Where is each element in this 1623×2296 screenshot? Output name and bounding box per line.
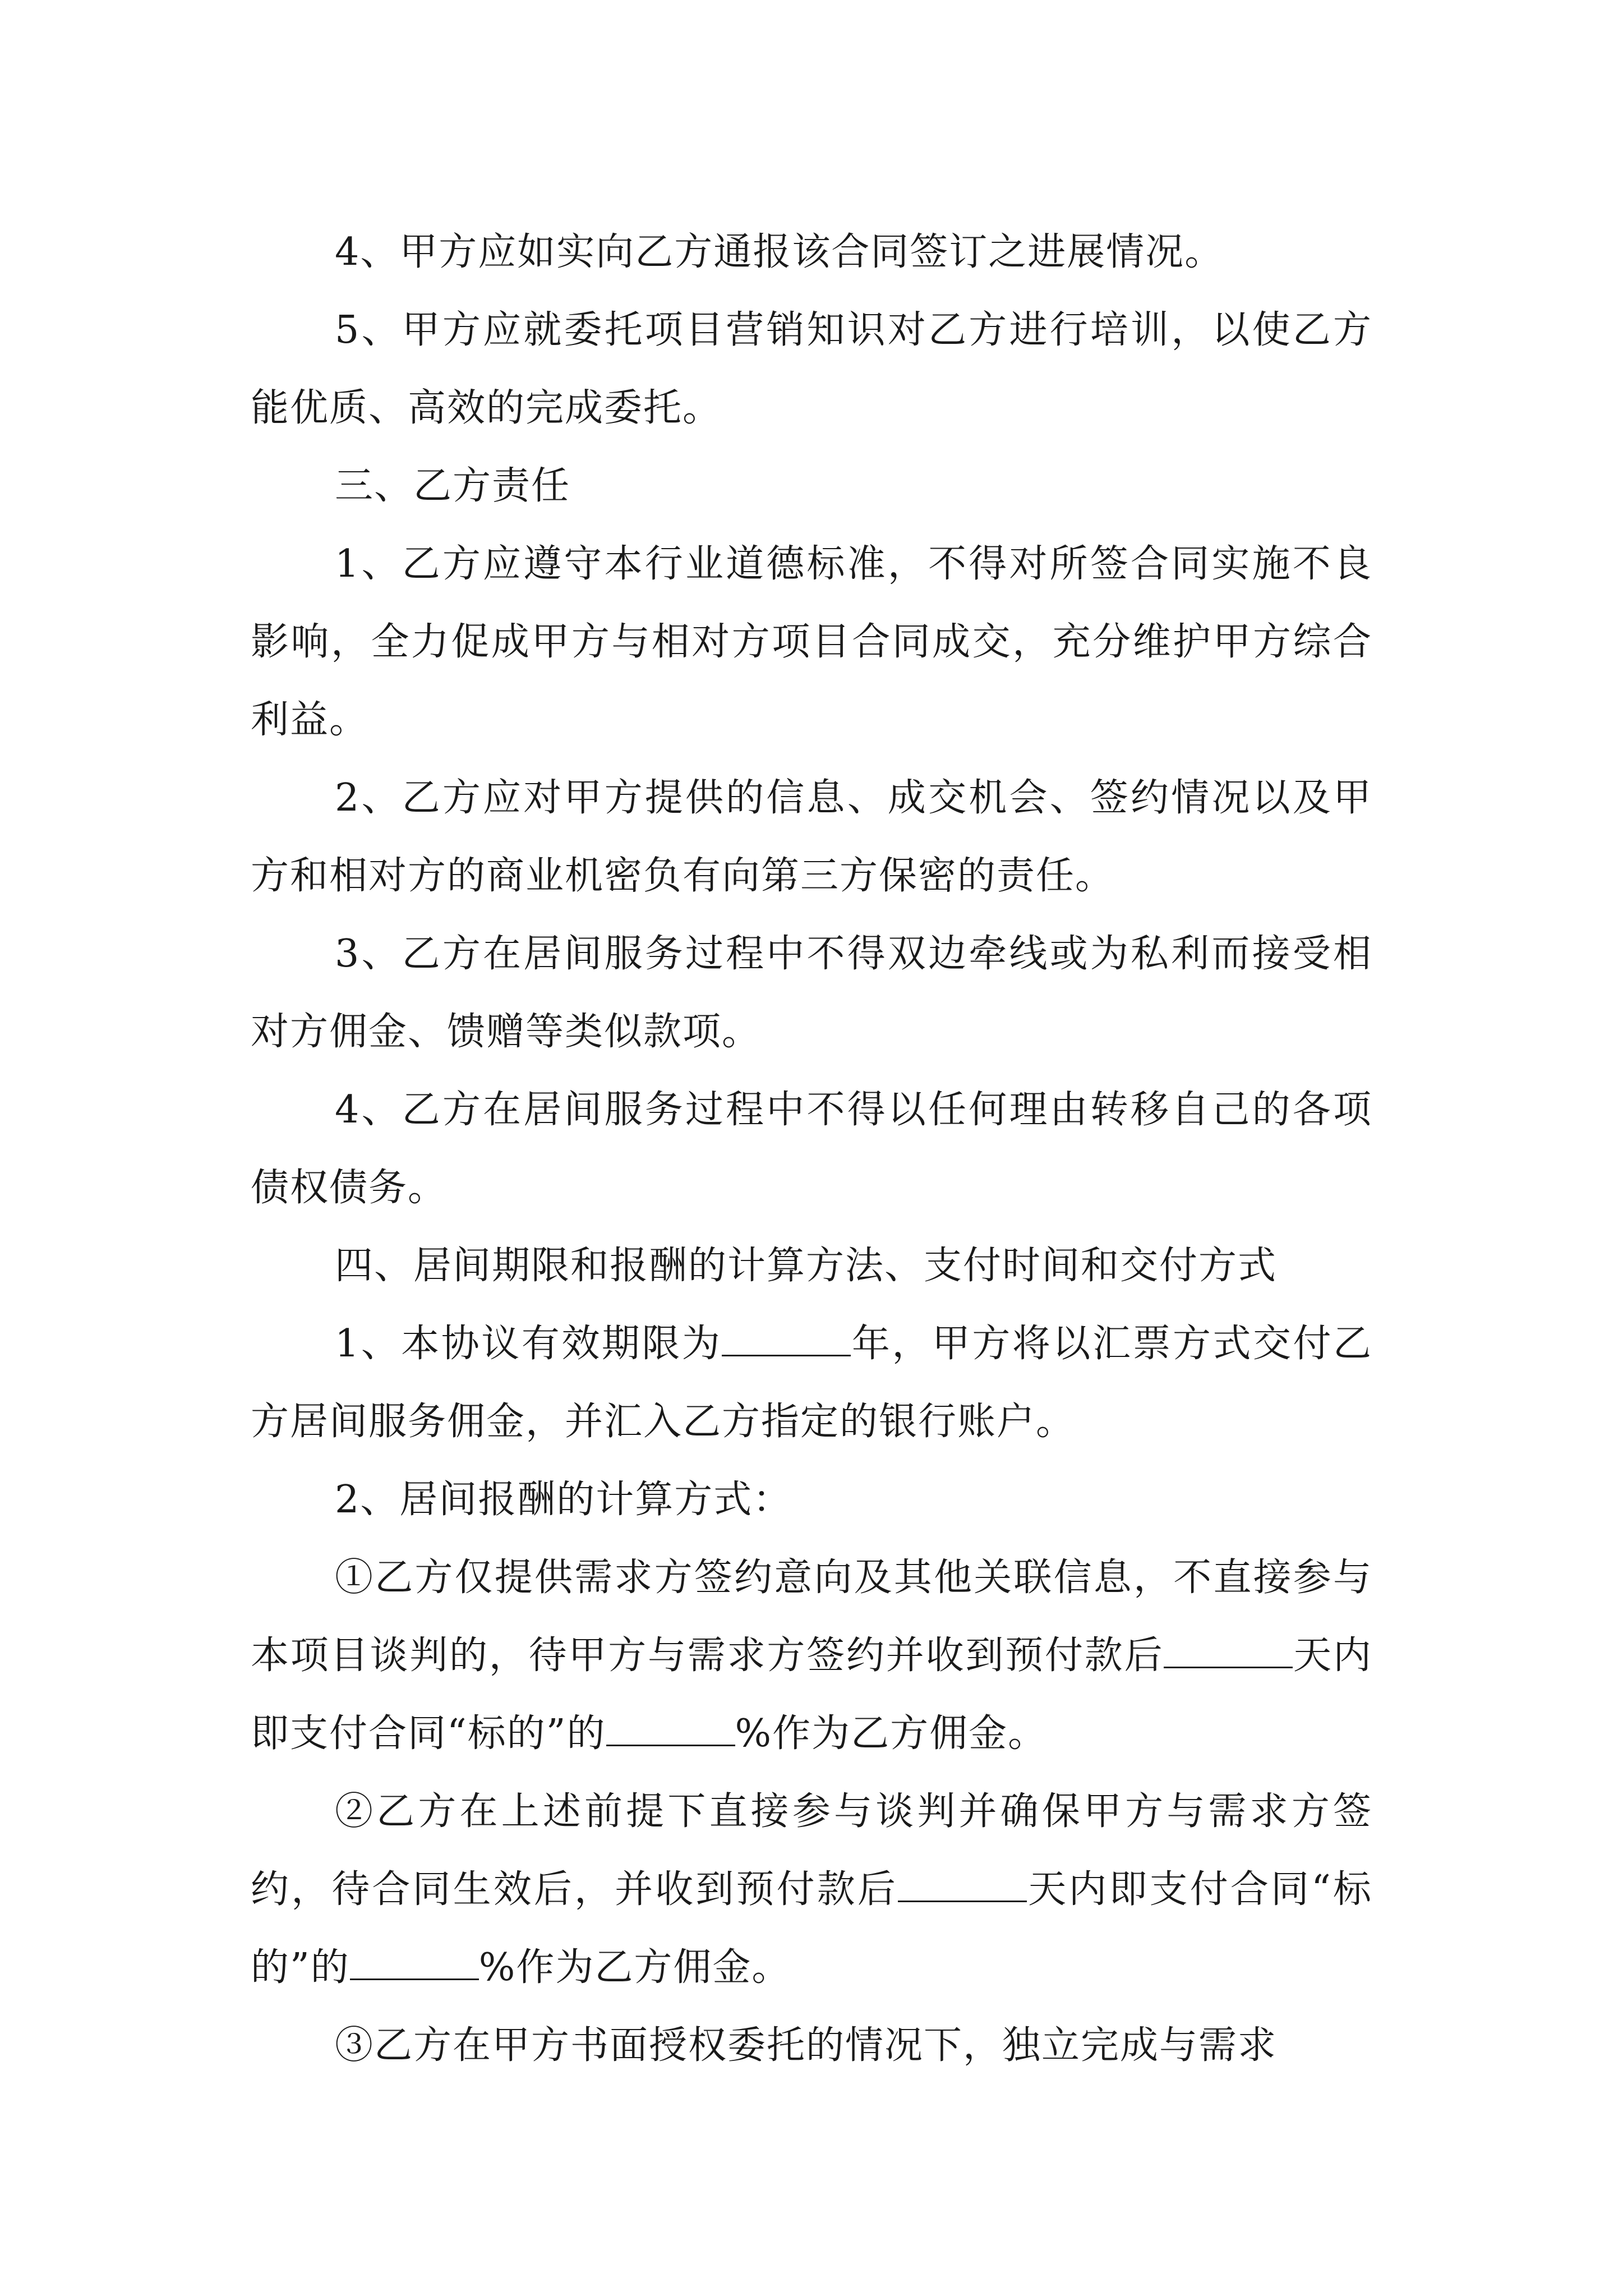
paragraph: 2、乙方应对甲方提供的信息、成交机会、签约情况以及甲方和相对方的商业机密负有向第三方保密的责任。: [251, 776, 1372, 898]
paragraph-text: ②乙方在上述前提下直接参与谈判并确保甲方与需求方签约，待合同生效后，并收到预付款后: [251, 1789, 1372, 1912]
paragraph: [251, 1305, 1372, 1461]
paragraph: ③乙方在甲方书面授权委托的情况下，独立完成与需求: [335, 2023, 1278, 2068]
paragraph-text: 1、本协议有效期限为: [335, 1322, 722, 1366]
paragraph: 1、乙方应遵守本行业道德标准，不得对所签合同实施不良影响，全力促成甲方与相对方项目合同成交，充分维护甲方综合利益。: [251, 542, 1372, 742]
paragraph-text: 天内即支付合同“标的”的: [251, 1867, 1372, 1990]
fill-in-blank: [606, 1700, 735, 1746]
paragraph-text: ①乙方仅提供需求方签约意向及其他关联信息，不直接参与本项目谈判的，待甲方与需求方签约并收到预付款后: [251, 1556, 1372, 1678]
fill-in-blank: [722, 1310, 851, 1356]
paragraph: [251, 1773, 1372, 2007]
fill-in-blank: [350, 1934, 479, 1980]
section-heading: 三、乙方责任: [335, 464, 571, 508]
paragraph: 3、乙方在居间服务过程中不得双边牵线或为私利而接受相对方佣金、馈赠等类似款项。: [251, 932, 1372, 1054]
paragraph-text: %作为乙方佣金。: [735, 1711, 1048, 1756]
paragraph: [251, 1539, 1372, 1773]
fill-in-blank: [1164, 1622, 1293, 1668]
document-body: [251, 213, 1372, 2085]
paragraph: 4、甲方应如实向乙方通报该合同签订之进展情况。: [335, 230, 1224, 274]
paragraph: 4、乙方在居间服务过程中不得以任何理由转移自己的各项债权债务。: [251, 1088, 1372, 1210]
paragraph-text: 年，甲方将以汇票方式交付乙方居间服务佣金，并汇入乙方指定的银行账户。: [251, 1322, 1372, 1444]
paragraph: 2、居间报酬的计算方式：: [335, 1478, 792, 1522]
paragraph-text: %作为乙方佣金。: [478, 1945, 791, 1990]
paragraph: 5、甲方应就委托项目营销知识对乙方进行培训，以使乙方能优质、高效的完成委托。: [251, 308, 1372, 430]
fill-in-blank: [898, 1856, 1027, 1902]
paragraph-text: 天内即支付合同“标的”的: [251, 1634, 1372, 1756]
section-heading: 四、居间期限和报酬的计算方法、支付时间和交付方式: [335, 1244, 1278, 1288]
